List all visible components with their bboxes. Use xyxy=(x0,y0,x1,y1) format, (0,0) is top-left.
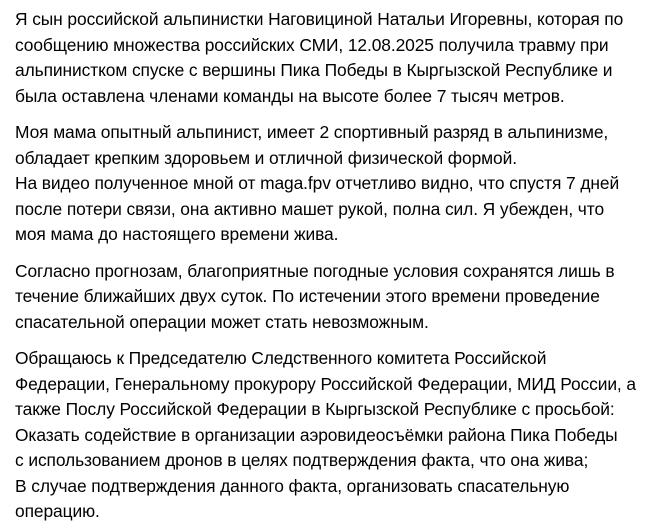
text-line: Моя мама опытный альпинист, имеет 2 спортивный разряд в альпинизме, xyxy=(15,122,609,142)
text-line: с использованием дронов в целях подтверждения факта, что она жива; xyxy=(15,450,589,470)
text-line: Обращаюсь к Председателю Следственного комитета Российской xyxy=(15,348,547,368)
text-line: также Послу Российской Федерации в Кыргызской Республике с просьбой: xyxy=(15,399,615,419)
text-line: Я сын российской альпинистки Наговициной Натальи Игоревны, которая по xyxy=(15,9,624,29)
text-line: операцию. xyxy=(15,501,100,521)
text-line: была оставлена членами команды на высоте более 7 тысяч метров. xyxy=(15,85,565,106)
text-line: сообщению множества российских СМИ, 12.08.2025 получила травму при xyxy=(15,34,609,55)
text-line: течение ближайших двух суток. По истечении этого времени проведение xyxy=(15,286,600,306)
text-line: Согласно прогнозам, благоприятные погодные условия сохранятся лишь в xyxy=(15,260,615,281)
text-line: Оказать содействие в организации аэровидеосъёмки района Пика Победы xyxy=(15,424,618,445)
text-line: после потери связи, она активно машет рукой, полна сил. Я убежден, что xyxy=(15,198,605,219)
text-line: спасательной операции может стать невозможным. xyxy=(15,311,429,332)
text-line: моя мама до настоящего времени жива. xyxy=(15,224,339,244)
text-line: На видео полученное мной от maga.fpv отчетливо видно, что спустя 7 дней xyxy=(15,173,620,193)
text-line: В случае подтверждения данного факта, организовать спасательную xyxy=(15,475,570,496)
paragraph-appeal xyxy=(15,346,652,525)
paragraph-intro xyxy=(15,7,652,109)
text-line: Федерации, Генеральному прокурору Российской Федерации, МИД России, а xyxy=(15,373,636,394)
paragraph-weather-forecast xyxy=(15,259,652,336)
text-line: обладает крепким здоровьем и отличной физической формой. xyxy=(15,147,517,168)
paragraph-mother-condition xyxy=(15,120,652,248)
text-line: альпинистком спуске с вершины Пика Победы в Кыргызской Республике и xyxy=(15,60,613,80)
